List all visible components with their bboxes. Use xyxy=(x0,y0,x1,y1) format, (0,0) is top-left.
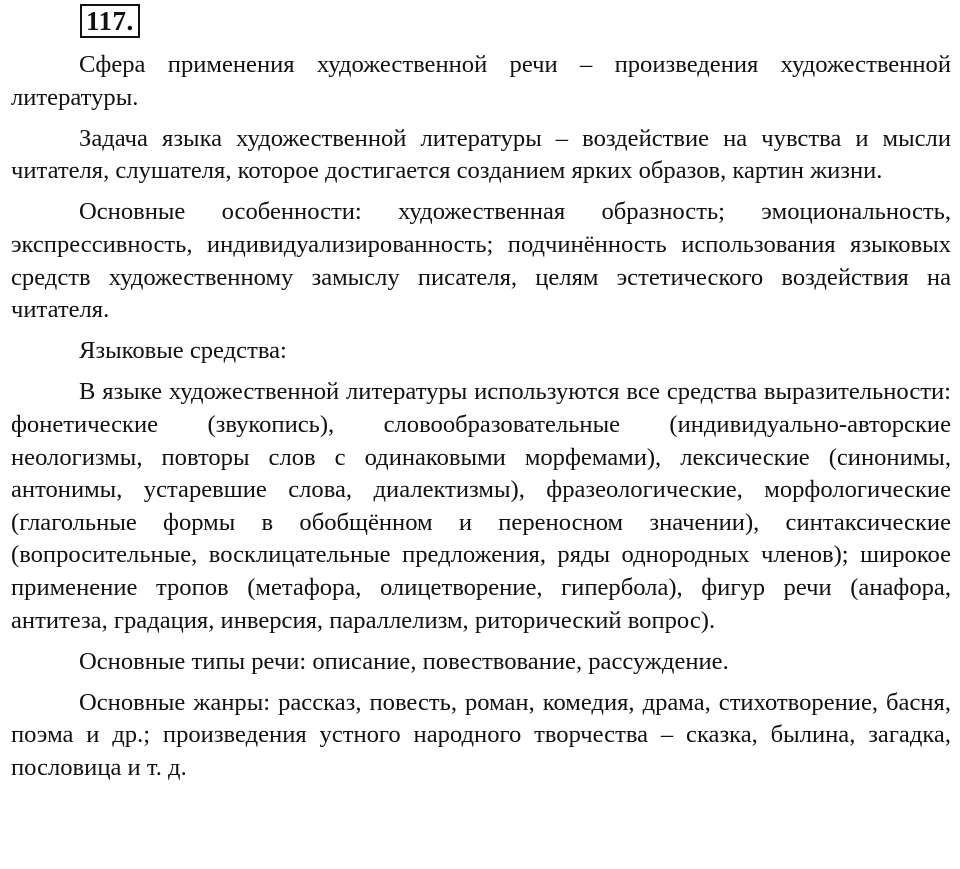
document-body xyxy=(11,49,951,793)
paragraph-features: Основные особенности: художественная образность; эмоциональность, экспрессивность, индивидуализированность; подчинённость использования языковых средств художественному замыслу писателя, целям эстетического воздействия на читателя. xyxy=(11,198,951,324)
paragraph-language-means: В языке художественной литературы используются все средства выразительности: фонетические (звукопись), словообразовательные (индивидуально-авторские неологизмы, повторы слов с одинаковыми морфемами), лексические (синонимы, антонимы, устаревшие слова, диалектизмы), фразеологические, морфологические (глагольные формы в обобщённом и переносном значении), синтаксические (вопросительные, восклицательные предложения, ряды однородных членов); широкое применение тропов (метафора, олицетворение, гипербола), фигур речи (анафора, антитеза, градация, инверсия, параллелизм, риторический вопрос). xyxy=(11,378,951,634)
paragraph-speech-types: Основные типы речи: описание, повествование, рассуждение. xyxy=(79,647,729,675)
paragraph-task: Задача языка художественной литературы – воздействие на чувства и мысли читателя, слушателя, которое достигается созданием ярких образов, картин жизни. xyxy=(11,124,951,185)
paragraph-sphere: Сфера применения художественной речи – произведения художественной литературы. xyxy=(11,51,951,111)
paragraph-genres: Основные жанры: рассказ, повесть, роман, комедия, драма, стихотворение, басня, поэма и др.; произведения устного народного творчества – сказка, былина, загадка, пословица и т. д. xyxy=(11,688,951,781)
paragraph-language-means-heading: Языковые средства: xyxy=(79,337,287,365)
task-number: 117. xyxy=(80,4,140,38)
